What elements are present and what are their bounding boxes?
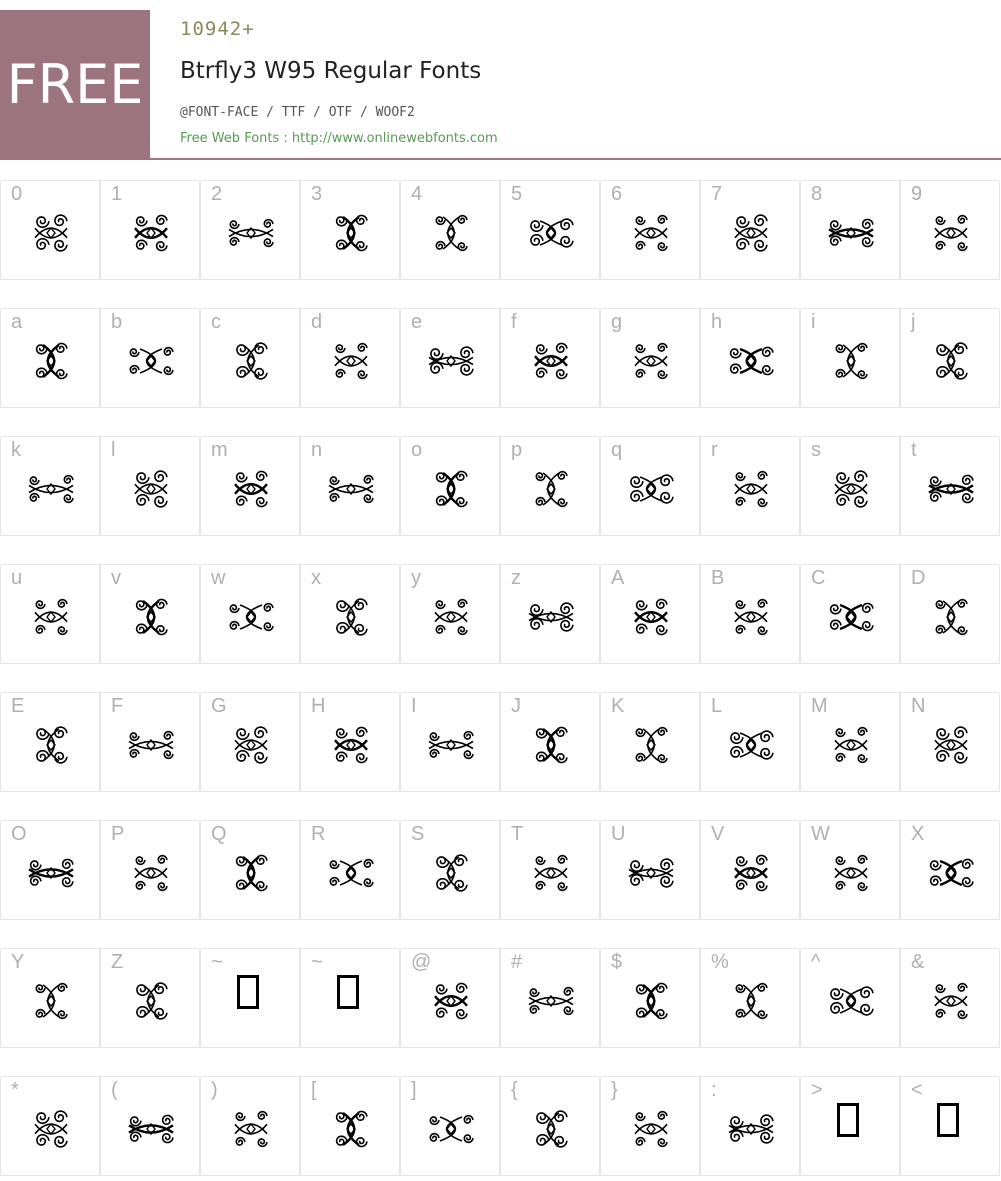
- glyph-label: [: [311, 1079, 317, 1101]
- glyph-cell: [400, 692, 500, 792]
- ornament-glyph: [726, 209, 776, 257]
- glyph-row: [0, 948, 1001, 1048]
- ornament-glyph: [626, 465, 676, 513]
- glyph-label: ~: [211, 951, 223, 973]
- ornament-glyph: [426, 721, 476, 769]
- glyph-cell: [300, 436, 400, 536]
- glyph-label: 1: [111, 183, 123, 205]
- glyph-label: w: [211, 567, 226, 589]
- ornament-glyph: [26, 977, 76, 1025]
- glyph-label: J: [511, 695, 521, 717]
- ornament-glyph: [926, 849, 976, 897]
- glyph-cell: [900, 564, 1000, 664]
- glyph-label: m: [211, 439, 228, 461]
- ornament-glyph: [626, 977, 676, 1025]
- glyph-cell: [700, 820, 800, 920]
- ornament-glyph: [326, 209, 376, 257]
- glyph-cell: [800, 180, 900, 280]
- ornament-glyph: [926, 593, 976, 641]
- ornament-glyph: [126, 721, 176, 769]
- ornament-glyph: [26, 209, 76, 257]
- glyph-cell: [400, 1076, 500, 1176]
- glyph-cell: [0, 180, 100, 280]
- glyph-cell: [300, 948, 400, 1048]
- ornament-glyph: [426, 849, 476, 897]
- glyph-cell: [200, 436, 300, 536]
- glyph-cell: [600, 308, 700, 408]
- glyph-label: V: [711, 823, 725, 845]
- glyph-cell: [200, 692, 300, 792]
- ornament-glyph: [826, 337, 876, 385]
- glyph-label: q: [611, 439, 623, 461]
- glyph-cell: [700, 692, 800, 792]
- ornament-glyph: [426, 465, 476, 513]
- glyph-label: F: [111, 695, 124, 717]
- ornament-glyph: [726, 1105, 776, 1153]
- glyph-label: ^: [811, 951, 821, 973]
- ornament-glyph: [126, 337, 176, 385]
- ornament-glyph: [926, 465, 976, 513]
- ornament-glyph: [826, 593, 876, 641]
- glyph-label: 8: [811, 183, 823, 205]
- font-title: Btrfly3 W95 Regular Fonts: [180, 58, 482, 84]
- ornament-glyph: [826, 465, 876, 513]
- glyph-cell: [400, 180, 500, 280]
- glyph-cell: [600, 180, 700, 280]
- glyph-cell: [200, 564, 300, 664]
- missing-glyph-box: [237, 975, 259, 1009]
- glyph-cell: [100, 1076, 200, 1176]
- glyph-label: D: [911, 567, 926, 589]
- glyph-cell: [700, 436, 800, 536]
- glyph-cell: [700, 308, 800, 408]
- ornament-glyph: [826, 849, 876, 897]
- glyph-cell: [700, 564, 800, 664]
- glyph-cell: [200, 180, 300, 280]
- glyph-cell: [100, 820, 200, 920]
- ornament-glyph: [26, 721, 76, 769]
- ornament-glyph: [326, 849, 376, 897]
- glyph-label: 0: [11, 183, 23, 205]
- glyph-label: ]: [411, 1079, 417, 1101]
- glyph-cell: [800, 1076, 900, 1176]
- glyph-cell: [300, 820, 400, 920]
- glyph-label: x: [311, 567, 321, 589]
- glyph-label: j: [911, 311, 916, 333]
- glyph-cell: [200, 308, 300, 408]
- glyph-cell: [500, 948, 600, 1048]
- glyph-label: 2: [211, 183, 223, 205]
- glyph-cell: [100, 948, 200, 1048]
- ornament-glyph: [626, 1105, 676, 1153]
- glyph-label: >: [811, 1079, 823, 1101]
- ornament-glyph: [926, 337, 976, 385]
- glyph-row: [0, 820, 1001, 920]
- glyph-cell: [0, 564, 100, 664]
- missing-glyph-box: [837, 1103, 859, 1137]
- glyph-cell: [0, 820, 100, 920]
- glyph-cell: [200, 820, 300, 920]
- ornament-glyph: [126, 465, 176, 513]
- ornament-glyph: [626, 593, 676, 641]
- glyph-cell: [100, 564, 200, 664]
- ornament-glyph: [526, 977, 576, 1025]
- ornament-glyph: [426, 209, 476, 257]
- glyph-cell: [0, 1076, 100, 1176]
- glyph-cell: [300, 692, 400, 792]
- glyph-label: I: [411, 695, 417, 717]
- glyph-label: 7: [711, 183, 723, 205]
- glyph-label: 3: [311, 183, 323, 205]
- ornament-glyph: [26, 849, 76, 897]
- ornament-glyph: [226, 721, 276, 769]
- glyph-label: s: [811, 439, 821, 461]
- ornament-glyph: [126, 977, 176, 1025]
- glyph-label: <: [911, 1079, 923, 1101]
- glyph-row: [0, 564, 1001, 664]
- glyph-label: C: [811, 567, 826, 589]
- glyph-cell: [800, 436, 900, 536]
- ornament-glyph: [726, 849, 776, 897]
- glyph-cell: [300, 180, 400, 280]
- glyph-label: *: [11, 1079, 19, 1101]
- ornament-glyph: [726, 721, 776, 769]
- glyph-label: N: [911, 695, 926, 717]
- ornament-glyph: [126, 593, 176, 641]
- ornament-glyph: [526, 209, 576, 257]
- glyph-label: Z: [111, 951, 124, 973]
- glyph-label: Q: [211, 823, 227, 845]
- glyph-cell: [400, 436, 500, 536]
- ornament-glyph: [726, 593, 776, 641]
- glyph-row: [0, 1076, 1001, 1176]
- glyph-label: d: [311, 311, 323, 333]
- glyph-label: T: [511, 823, 524, 845]
- glyph-cell: [0, 436, 100, 536]
- glyph-cell: [800, 308, 900, 408]
- glyph-cell: [500, 1076, 600, 1176]
- glyph-label: n: [311, 439, 323, 461]
- glyph-label: Y: [11, 951, 25, 973]
- ornament-glyph: [326, 593, 376, 641]
- glyph-label: W: [811, 823, 830, 845]
- ornament-glyph: [926, 721, 976, 769]
- glyph-label: %: [711, 951, 729, 973]
- ornament-glyph: [926, 977, 976, 1025]
- ornament-glyph: [826, 209, 876, 257]
- ornament-glyph: [626, 721, 676, 769]
- glyph-label: 9: [911, 183, 923, 205]
- glyph-label: S: [411, 823, 425, 845]
- glyph-cell: [200, 1076, 300, 1176]
- ornament-glyph: [626, 337, 676, 385]
- ornament-glyph: [526, 593, 576, 641]
- ornament-glyph: [526, 849, 576, 897]
- missing-glyph-box: [937, 1103, 959, 1137]
- glyph-label: p: [511, 439, 523, 461]
- glyph-cell: [400, 948, 500, 1048]
- glyph-label: @: [411, 951, 432, 973]
- ornament-glyph: [626, 849, 676, 897]
- glyph-cell: [100, 308, 200, 408]
- glyph-label: y: [411, 567, 421, 589]
- glyph-cell: [400, 820, 500, 920]
- ornament-glyph: [826, 977, 876, 1025]
- glyph-label: k: [11, 439, 21, 461]
- ornament-glyph: [526, 721, 576, 769]
- glyph-label: &: [911, 951, 925, 973]
- ornament-glyph: [426, 593, 476, 641]
- glyph-cell: [0, 692, 100, 792]
- glyph-label: G: [211, 695, 227, 717]
- glyph-cell: [900, 948, 1000, 1048]
- glyph-label: E: [11, 695, 25, 717]
- ornament-glyph: [626, 209, 676, 257]
- ornament-glyph: [926, 209, 976, 257]
- glyph-label: 4: [411, 183, 423, 205]
- glyph-label: 6: [611, 183, 623, 205]
- ornament-glyph: [226, 593, 276, 641]
- ornament-glyph: [326, 1105, 376, 1153]
- glyph-cell: [900, 180, 1000, 280]
- glyph-label: z: [511, 567, 521, 589]
- ornament-glyph: [326, 721, 376, 769]
- glyph-label: h: [711, 311, 723, 333]
- glyph-label: B: [711, 567, 725, 589]
- header-divider: [150, 158, 1001, 160]
- glyph-label: a: [11, 311, 23, 333]
- glyph-cell: [500, 820, 600, 920]
- glyph-label: e: [411, 311, 423, 333]
- ornament-glyph: [726, 465, 776, 513]
- glyph-row: [0, 436, 1001, 536]
- ornament-glyph: [26, 593, 76, 641]
- glyph-cell: [900, 308, 1000, 408]
- glyph-label: R: [311, 823, 326, 845]
- glyph-cell: [800, 820, 900, 920]
- glyph-cell: [600, 1076, 700, 1176]
- ornament-glyph: [526, 1105, 576, 1153]
- ornament-glyph: [726, 977, 776, 1025]
- glyph-label: U: [611, 823, 626, 845]
- ornament-glyph: [226, 1105, 276, 1153]
- font-count: 10942+: [180, 18, 255, 40]
- glyph-label: O: [11, 823, 27, 845]
- ornament-glyph: [426, 977, 476, 1025]
- glyph-cell: [800, 692, 900, 792]
- glyph-label: l: [111, 439, 116, 461]
- free-badge[interactable]: FREE: [0, 10, 150, 160]
- glyph-label: b: [111, 311, 123, 333]
- glyph-label: A: [611, 567, 625, 589]
- ornament-glyph: [726, 337, 776, 385]
- glyph-row: [0, 308, 1001, 408]
- glyph-label: u: [11, 567, 23, 589]
- glyph-label: t: [911, 439, 917, 461]
- glyph-label: M: [811, 695, 828, 717]
- glyph-label: 5: [511, 183, 523, 205]
- ornament-glyph: [326, 337, 376, 385]
- glyph-cell: [900, 1076, 1000, 1176]
- glyph-cell: [500, 564, 600, 664]
- ornament-glyph: [26, 465, 76, 513]
- glyph-cell: [400, 308, 500, 408]
- glyph-cell: [100, 436, 200, 536]
- glyph-cell: [300, 308, 400, 408]
- format-list: @FONT-FACE / TTF / OTF / WOOF2: [180, 105, 415, 120]
- glyph-label: $: [611, 951, 623, 973]
- glyph-label: f: [511, 311, 517, 333]
- ornament-glyph: [126, 1105, 176, 1153]
- ornament-glyph: [226, 209, 276, 257]
- ornament-glyph: [26, 337, 76, 385]
- ornament-glyph: [526, 337, 576, 385]
- glyph-cell: [0, 308, 100, 408]
- ornament-glyph: [226, 849, 276, 897]
- glyph-label: g: [611, 311, 623, 333]
- glyph-cell: [100, 180, 200, 280]
- glyph-cell: [700, 1076, 800, 1176]
- glyph-row: [0, 692, 1001, 792]
- glyph-label: P: [111, 823, 125, 845]
- glyph-cell: [800, 564, 900, 664]
- glyph-cell: [100, 692, 200, 792]
- glyph-cell: [600, 436, 700, 536]
- ornament-glyph: [26, 1105, 76, 1153]
- glyph-label: (: [111, 1079, 118, 1101]
- glyph-label: {: [511, 1079, 518, 1101]
- glyph-label: H: [311, 695, 326, 717]
- glyph-cell: [600, 692, 700, 792]
- ornament-glyph: [826, 721, 876, 769]
- glyph-cell: [900, 820, 1000, 920]
- glyph-cell: [200, 948, 300, 1048]
- glyph-cell: [800, 948, 900, 1048]
- glyph-cell: [500, 692, 600, 792]
- source-link[interactable]: Free Web Fonts : http://www.onlinewebfonts.com: [180, 131, 498, 146]
- glyph-label: L: [711, 695, 723, 717]
- glyph-label: :: [711, 1079, 717, 1101]
- glyph-cell: [900, 692, 1000, 792]
- glyph-cell: [700, 948, 800, 1048]
- glyph-label: K: [611, 695, 625, 717]
- ornament-glyph: [126, 209, 176, 257]
- header: [0, 0, 1001, 160]
- ornament-glyph: [226, 465, 276, 513]
- glyph-label: r: [711, 439, 718, 461]
- glyph-label: ~: [311, 951, 323, 973]
- ornament-glyph: [126, 849, 176, 897]
- glyph-label: }: [611, 1079, 618, 1101]
- ornament-glyph: [426, 337, 476, 385]
- glyph-row: [0, 180, 1001, 280]
- glyph-label: o: [411, 439, 423, 461]
- glyph-label: c: [211, 311, 221, 333]
- glyph-cell: [600, 948, 700, 1048]
- glyph-cell: [600, 820, 700, 920]
- glyph-cell: [700, 180, 800, 280]
- ornament-glyph: [426, 1105, 476, 1153]
- ornament-glyph: [326, 465, 376, 513]
- glyph-cell: [300, 1076, 400, 1176]
- glyph-label: v: [111, 567, 121, 589]
- glyph-cell: [600, 564, 700, 664]
- glyph-label: i: [811, 311, 816, 333]
- glyph-label: #: [511, 951, 523, 973]
- glyph-cell: [500, 308, 600, 408]
- glyph-cell: [500, 180, 600, 280]
- glyph-cell: [400, 564, 500, 664]
- glyph-cell: [0, 948, 100, 1048]
- ornament-glyph: [226, 337, 276, 385]
- glyph-label: X: [911, 823, 925, 845]
- glyph-label: ): [211, 1079, 218, 1101]
- missing-glyph-box: [337, 975, 359, 1009]
- glyph-cell: [500, 436, 600, 536]
- glyph-cell: [300, 564, 400, 664]
- ornament-glyph: [526, 465, 576, 513]
- glyph-cell: [900, 436, 1000, 536]
